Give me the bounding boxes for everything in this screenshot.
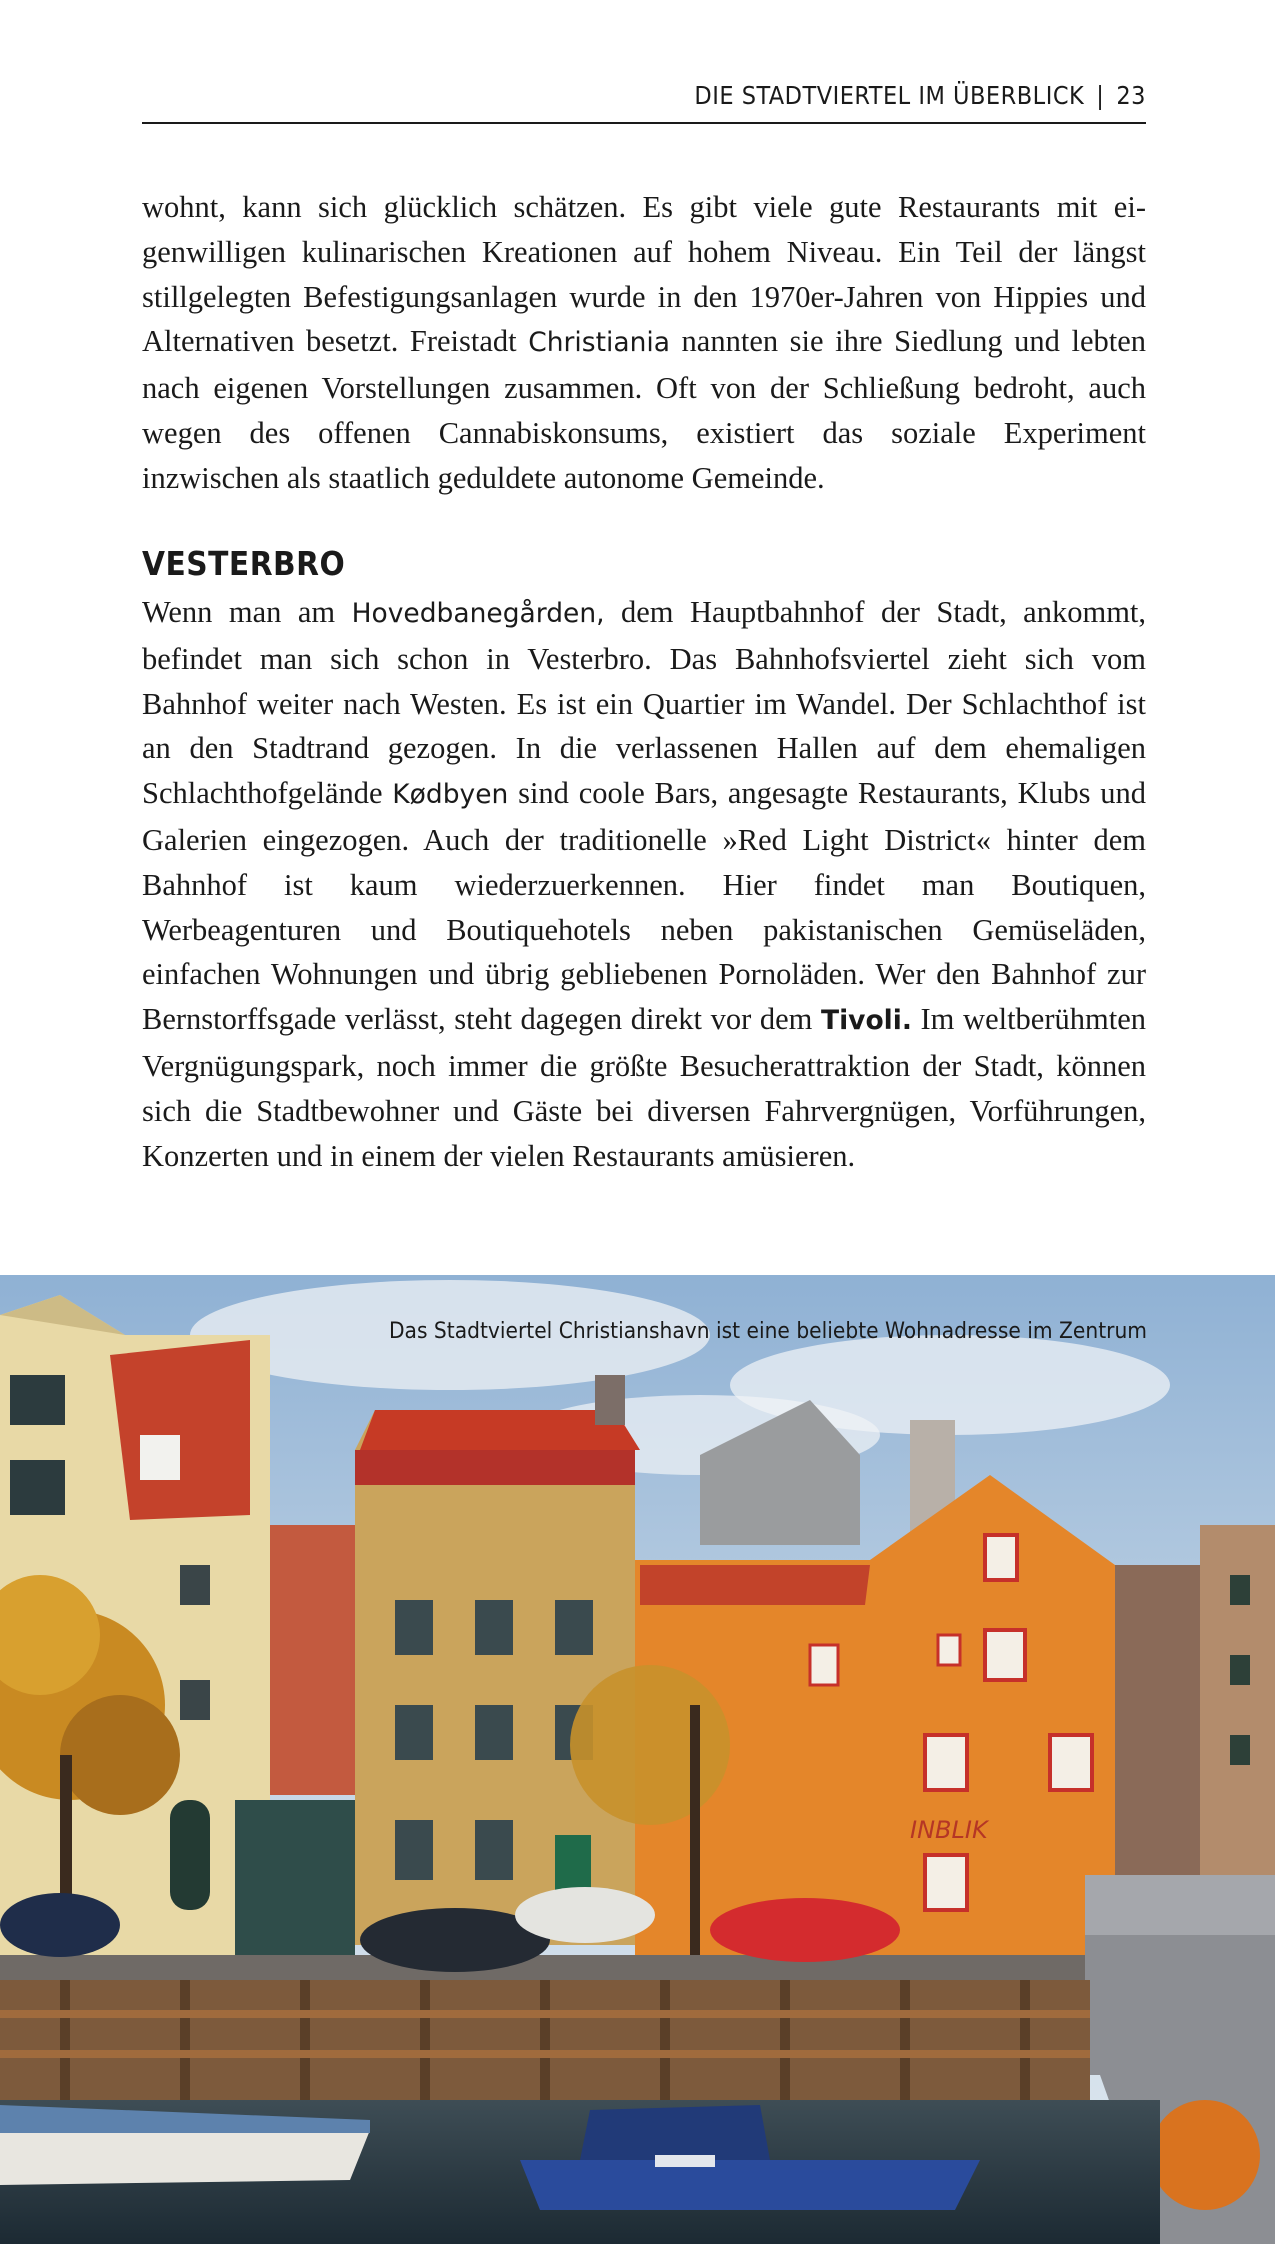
intro-paragraph: wohnt, kann sich glücklich schätzen. Es gibt viele gute Restaurants mit eigenwilligen kulinarischen Kreationen auf hohem Niveau. Ein Teil der längst stillgelegten Befestigungsanlagen wurde in den 1970er-Jahren von Hippies und Alternativen besetzt. Freistadt Christiania nannten sie ihre Siedlung und lebten nach eigenen Vorstellungen zusammen. Oft von der Schließung bedroht, auch wegen des offenen Cannabiskonsums, existiert das soziale Experiment inzwischen als staatlich geduldete autonome Gemeinde.	[142, 190, 1146, 495]
inblik-sign: INBLIK	[910, 1816, 988, 1844]
page-number: 23	[1116, 81, 1146, 110]
header-separator: |	[1096, 81, 1105, 110]
place-christiania: Christiania	[528, 327, 670, 359]
place-koedbyen: Kødbyen	[392, 779, 509, 811]
vesterbro-paragraph: Wenn man am Hovedbanegården, dem Hauptbahnhof der Stadt, ankommt, befindet man sich schon in Vesterbro. Das Bahnhofsviertel zieht sich vom Bahnhof weiter nach Westen. Es ist ein Quartier im Wandel. Der Schlachthof ist an den Stadtrand gezogen. In die verlassenen Hallen auf dem ehemaligen Schlachthofgelände Kødbyen sind coole Bars, angesagte Restaurants, Klubs und Galerien eingezogen. Auch der traditionelle »Red Light District« hinter dem Bahnhof ist kaum wiederzuerkennen. Hier findet man Boutiquen, Werbeagenturen und Boutiquehotels neben pakistanischen Gemüseläden, einfachen Wohnungen und übrig gebliebenen Pornoläden. Wer den Bahnhof zur Bernstorffsgade verlässt, steht dagegen direkt vor dem Tivoli. Im weltberühmten Vergnügungspark, noch immer die größte Besucherattraktion der Stadt, können sich die Stadtbewohner und Gäste bei diversen Fahrvergnügen, Vorführungen, Konzerten und in einem der vielen Restaurants amüsieren.	[142, 595, 1147, 1173]
place-hovedbanegaarden: Hovedbanegården,	[351, 598, 605, 629]
photo-caption: Das Stadtviertel Christianshavn ist eine beliebte Wohnadresse im Zentrum	[388, 1318, 1147, 1344]
header-rule	[142, 122, 1146, 124]
christianshavn-photo	[0, 1275, 1275, 2244]
running-head	[142, 78, 1146, 114]
section-heading-vesterbro: VESTERBRO	[142, 544, 346, 583]
section-title: DIE STADTVIERTEL IM ÜBERBLICK	[694, 81, 1085, 110]
place-tivoli: Tivoli.	[821, 1005, 912, 1037]
